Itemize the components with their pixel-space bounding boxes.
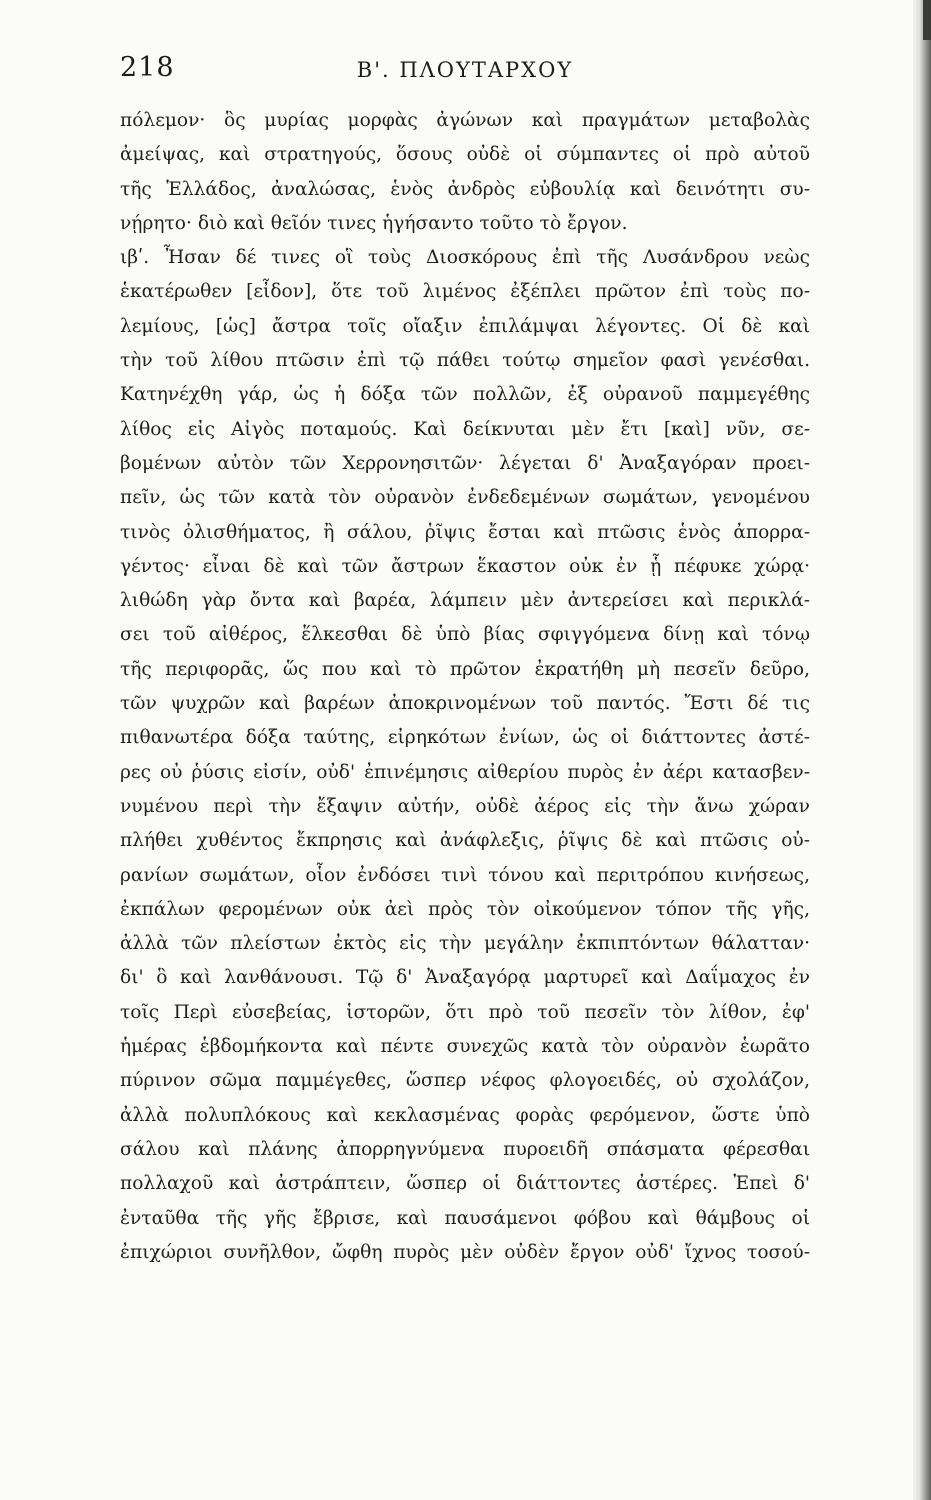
text-line: γέντος· εἶναι δὲ καὶ τῶν ἄστρων ἕκαστον οὐκ ἐν ᾗ πέφυκε χώρᾳ· [120,555,810,577]
text-line: τῆς Ἑλλάδος, ἀναλώσας, ἑνὸς ἀνδρὸς εὐβουλίᾳ καὶ δεινότητι συ- [120,178,810,200]
text-line: ἀμείψας, καὶ στρατηγούς, ὅσους οὐδὲ οἱ σύμπαντες οἱ πρὸ αὐτοῦ [120,144,810,166]
page-edge-shadow [913,0,931,1500]
text-line: ἑκατέρωθεν [εἶδον], ὅτε τοῦ λιμένος ἐξέπλει πρῶτον ἐπὶ τοὺς πο- [120,281,810,303]
text-line: ρανίων σωμάτων, οἷον ἐνδόσει τινὶ τόνου καὶ περιτρόπου κινήσεως, [120,864,810,886]
text-line: τοῖς Περὶ εὐσεβείας, ἱστορῶν, ὅτι πρὸ τοῦ πεσεῖν τὸν λίθον, ἐφ' [120,1001,810,1023]
text-line: τῶν ψυχρῶν καὶ βαρέων ἀποκρινομένων τοῦ παντός. Ἔστι δέ τις [120,693,810,715]
body-text [120,104,810,1270]
text-line: σάλου καὶ πλάνης ἀπορρηγνύμενα πυροειδῆ σπάσματα φέρεσθαι [120,1138,810,1160]
text-line: ἐκπάλων φερομένων οὐκ ἀεὶ πρὸς τὸν οἰκούμενον τόπον τῆς γῆς, [120,898,810,920]
text-line: πλήθει χυθέντος ἔκπρησις καὶ ἀνάφλεξις, ῥῖψις δὲ καὶ πτῶσις οὐ- [120,830,810,852]
text-line: δι' ὃ καὶ λανθάνουσι. Τῷ δ' Ἀναξαγόρᾳ μαρτυρεῖ καὶ Δαΐμαχος ἐν [120,967,810,989]
page-edge-mark [923,0,931,40]
text-line: πύρινον σῶμα παμμέγεθες, ὥσπερ νέφος φλογοειδές, οὐ σχολάζον, [120,1070,810,1092]
text-line: τὴν τοῦ λίθου πτῶσιν ἐπὶ τῷ πάθει τούτῳ σημεῖον φασὶ γενέσθαι. [120,350,810,372]
text-line: νυμένου περὶ τὴν ἔξαψιν αὐτήν, οὐδὲ ἀέρος εἰς τὴν ἄνω χώραν [120,795,810,817]
text-line: λεμίους, [ὡς] ἄστρα τοῖς οἴαξιν ἐπιλάμψαι λέγοντες. Οἱ δὲ καὶ [120,315,810,337]
page-header [120,52,810,96]
running-head: Β'. ΠΛΟΥΤΑΡΧΟΥ [356,58,574,82]
text-line: τινὸς ὀλισθήματος, ἢ σάλου, ῥῖψις ἔσται καὶ πτῶσις ἑνὸς ἀπορρα- [120,521,810,543]
text-line: ἡμέρας ἑβδομήκοντα καὶ πέντε συνεχῶς κατὰ τὸν οὐρανὸν ἑωρᾶτο [120,1036,810,1058]
text-line: ἀλλὰ τῶν πλείστων ἐκτὸς εἰς τὴν μεγάλην ἐκπιπτόντων θάλατταν· [120,933,810,955]
text-line: πόλεμον· ὃς μυρίας μορφὰς ἀγώνων καὶ πραγμάτων μεταβολὰς [120,110,810,131]
text-line: βομένων αὐτὸν τῶν Χερρονησιτῶν· λέγεται δ' Ἀναξαγόραν προει- [120,452,810,474]
text-line: πιθανωτέρα δόξα ταύτης, εἰρηκότων ἐνίων, ὡς οἱ διάττοντες ἀστέ- [120,727,810,749]
text-line: λιθώδη γὰρ ὄντα καὶ βαρέα, λάμπειν μὲν ἀντερείσει καὶ περικλά- [120,590,810,612]
text-line: νῄρητο· διὸ καὶ θεῖόν τινες ἡγήσαντο τοῦτο τὸ ἔργον. [120,212,628,234]
text-line: σει τοῦ αἰθέρος, ἕλκεσθαι δὲ ὑπὸ βίας σφιγγόμενα δίνῃ καὶ τόνῳ [120,624,810,646]
text-line: ἐπιχώριοι συνῆλθον, ὤφθη πυρὸς μὲν οὐδὲν ἔργον οὐδ' ἴχνος τοσού- [120,1241,810,1263]
text-line: πολλαχοῦ καὶ ἀστράπτειν, ὥσπερ οἱ διάττοντες ἀστέρες. Ἐπεὶ δ' [120,1173,810,1195]
text-line: τῆς περιφορᾶς, ὥς που καὶ τὸ πρῶτον ἐκρατήθη μὴ πεσεῖν δεῦρο, [120,658,810,680]
text-line: λίθος εἰς Αἰγὸς ποταμούς. Καὶ δείκνυται μὲν ἔτι [καὶ] νῦν, σε- [120,418,810,440]
text-line: ιβʹ. Ἦσαν δέ τινες οἳ τοὺς Διοσκόρους ἐπὶ τῆς Λυσάνδρου νεὼς [120,247,810,269]
text-line: ἀλλὰ πολυπλόκους καὶ κεκλασμένας φορὰς φερόμενον, ὥστε ὑπὸ [120,1104,810,1126]
page-number: 218 [120,52,175,83]
text-line: ἐνταῦθα τῆς γῆς ἔβρισε, καὶ παυσάμενοι φόβου καὶ θάμβους οἱ [120,1207,810,1229]
text-line: πεῖν, ὡς τῶν κατὰ τὸν οὐρανὸν ἐνδεδεμένων σωμάτων, γενομένου [120,487,810,509]
text-line: Κατηνέχθη γάρ, ὡς ἡ δόξα τῶν πολλῶν, ἐξ οὐρανοῦ παμμεγέθης [120,384,810,406]
text-line: ρες οὐ ῥύσις εἰσίν, οὐδ' ἐπινέμησις αἰθερίου πυρὸς ἐν ἀέρι κατασβεν- [120,761,810,783]
